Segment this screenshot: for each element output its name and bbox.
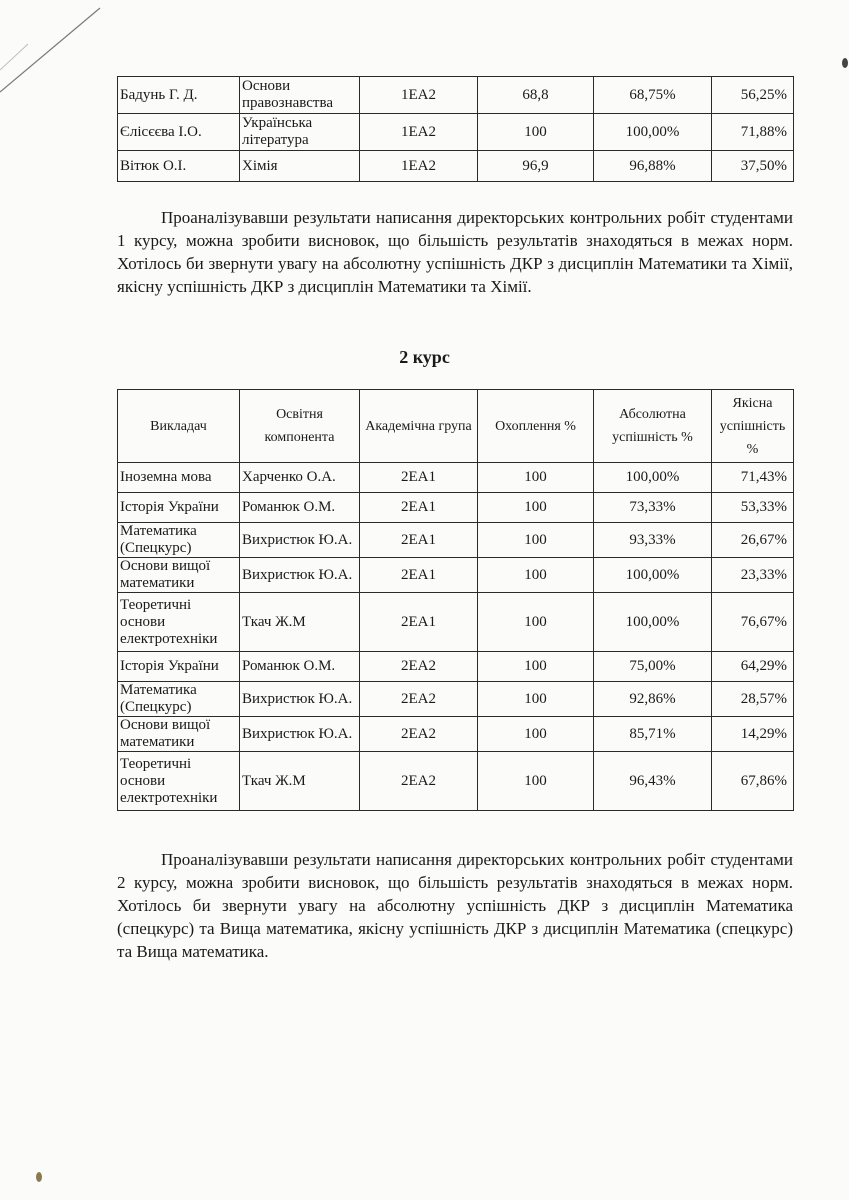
absolute-success-cell: 96,88% [594,151,712,182]
coverage-cell: 96,9 [478,151,594,182]
subject-cell: Українська література [240,114,360,151]
header-teacher: Викладач [118,390,240,463]
subject-cell: Історія України [118,652,240,682]
group-cell: 2ЕА1 [360,523,478,558]
quality-success-cell: 76,67% [712,593,794,652]
absolute-success-cell: 96,43% [594,752,712,811]
table-row [118,523,794,558]
quality-success-cell: 53,33% [712,493,794,523]
absolute-success-cell: 75,00% [594,652,712,682]
group-cell: 2ЕА2 [360,717,478,752]
quality-success-cell: 64,29% [712,652,794,682]
header-absolute-success: Абсолютна успішність % [594,390,712,463]
coverage-cell: 100 [478,493,594,523]
absolute-success-cell: 100,00% [594,558,712,593]
table-row [118,558,794,593]
quality-success-cell: 56,25% [712,77,794,114]
table-row [118,752,794,811]
teacher-cell: Вихристюк Ю.А. [240,717,360,752]
course2-results-table [117,389,794,811]
teacher-cell: Бадунь Г. Д. [118,77,240,114]
table-row [118,463,794,493]
absolute-success-cell: 68,75% [594,77,712,114]
table-row [118,151,794,182]
header-component: Освітня компонента [240,390,360,463]
table-row [118,652,794,682]
header-quality-success: Якісна успішність % [712,390,794,463]
table-row [118,717,794,752]
subject-cell: Історія України [118,493,240,523]
coverage-cell: 100 [478,682,594,717]
subject-cell: Математика (Спецкурс) [118,682,240,717]
table-row [118,593,794,652]
group-cell: 2ЕА1 [360,463,478,493]
group-cell: 2ЕА2 [360,752,478,811]
quality-success-cell: 23,33% [712,558,794,593]
teacher-cell: Вихристюк Ю.А. [240,523,360,558]
quality-success-cell: 71,43% [712,463,794,493]
absolute-success-cell: 85,71% [594,717,712,752]
absolute-success-cell: 100,00% [594,463,712,493]
quality-success-cell: 37,50% [712,151,794,182]
coverage-cell: 100 [478,717,594,752]
teacher-cell: Ткач Ж.М [240,593,360,652]
subject-cell: Основи вищої математики [118,558,240,593]
quality-success-cell: 71,88% [712,114,794,151]
subject-cell: Основи правознавства [240,77,360,114]
group-cell: 1ЕА2 [360,114,478,151]
table-row [118,114,794,151]
course1-conclusion-paragraph: Проаналізувавши результати написання директорських контрольних робіт студентами 1 курсу, можна зробити висновок, що більшість результатів знаходяться в межах норм. Хотілось би звернути увагу на абсолютну успішність ДКР з дисциплін Математики та Хімії, якісну успішність ДКР з дисциплін Математики та Хімії. [117,208,793,296]
header-coverage: Охоплення % [478,390,594,463]
group-cell: 2ЕА1 [360,493,478,523]
group-cell: 2ЕА2 [360,682,478,717]
teacher-cell: Харченко О.А. [240,463,360,493]
group-cell: 1ЕА2 [360,151,478,182]
scan-smudge [36,1172,42,1182]
subject-cell: Теоретичні основи електротехніки [118,752,240,811]
absolute-success-cell: 100,00% [594,593,712,652]
teacher-cell: Вихристюк Ю.А. [240,682,360,717]
course1-table-body [118,77,794,182]
absolute-success-cell: 73,33% [594,493,712,523]
group-cell: 2ЕА2 [360,652,478,682]
header-group: Академічна група [360,390,478,463]
table-row [118,77,794,114]
teacher-cell: Романюк О.М. [240,652,360,682]
course2-heading: 2 курс [399,347,450,367]
group-cell: 2ЕА1 [360,558,478,593]
teacher-cell: Єлісєєва І.О. [118,114,240,151]
coverage-cell: 100 [478,463,594,493]
table-row [118,493,794,523]
scan-smudge [842,58,848,68]
absolute-success-cell: 93,33% [594,523,712,558]
course2-conclusion-paragraph: Проаналізувавши результати написання директорських контрольних робіт студентами 2 курсу, можна зробити висновок, що більшість результатів знаходяться в межах норм. Хотілось би звернути увагу на абсолютну успішність ДКР з дисциплін Математика (спецкурс) та Вища математика, якісну успішність ДКР з дисциплін Математика (спецкурс) та Вища математика. [117,850,793,961]
coverage-cell: 100 [478,523,594,558]
quality-success-cell: 67,86% [712,752,794,811]
coverage-cell: 100 [478,558,594,593]
teacher-cell: Вітюк О.І. [118,151,240,182]
group-cell: 2ЕА1 [360,593,478,652]
subject-cell: Основи вищої математики [118,717,240,752]
group-cell: 1ЕА2 [360,77,478,114]
teacher-cell: Вихристюк Ю.А. [240,558,360,593]
quality-success-cell: 26,67% [712,523,794,558]
scan-corner-mark [0,0,120,110]
teacher-cell: Ткач Ж.М [240,752,360,811]
coverage-cell: 100 [478,752,594,811]
coverage-cell: 68,8 [478,77,594,114]
coverage-cell: 100 [478,593,594,652]
quality-success-cell: 14,29% [712,717,794,752]
header-row [118,390,794,463]
quality-success-cell: 28,57% [712,682,794,717]
subject-cell: Математика (Спецкурс) [118,523,240,558]
subject-cell: Хімія [240,151,360,182]
course2-table-header [118,390,794,463]
table-row [118,682,794,717]
subject-cell: Теоретичні основи електротехніки [118,593,240,652]
coverage-cell: 100 [478,114,594,151]
course1-results-table [117,76,794,182]
subject-cell: Іноземна мова [118,463,240,493]
course2-table-body [118,463,794,811]
coverage-cell: 100 [478,652,594,682]
absolute-success-cell: 100,00% [594,114,712,151]
absolute-success-cell: 92,86% [594,682,712,717]
teacher-cell: Романюк О.М. [240,493,360,523]
